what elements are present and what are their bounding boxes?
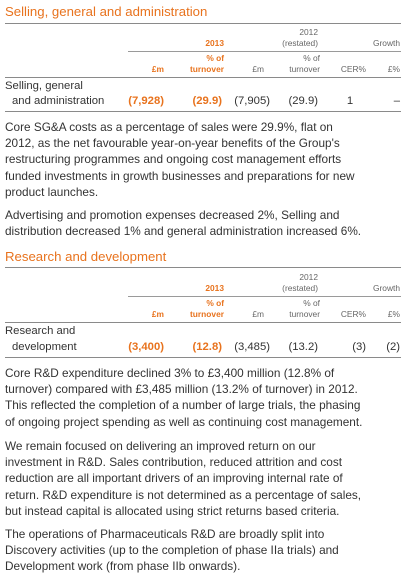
table-rule-rd (5, 322, 401, 323)
table-rule-sga (5, 77, 401, 78)
text-line: Development work (from phase IIb onwards). (5, 559, 241, 574)
heading-rule-sga (5, 23, 401, 24)
text-line: restructuring programmes and ongoing cost management efforts (5, 152, 342, 167)
text-line: funded investments in growth businesses and preparations for new (5, 168, 355, 183)
header-cer: CER% (340, 64, 366, 74)
header-pct-of-2012: % of (303, 53, 320, 63)
text-line: investment in R&D. Sales contribution, reduced attrition and cost (5, 455, 343, 470)
text-line: of ongoing project spending as well as continuing cost management. (5, 414, 363, 429)
text-line: Advertising and promotion expenses decreased 2%, Selling and (5, 208, 340, 222)
value-pct-2013: (29.9) (192, 95, 222, 107)
header-cer: CER% (340, 309, 366, 319)
value-gbp-2013: (7,928) (128, 95, 164, 107)
header-restated: (restated) (282, 283, 318, 293)
row-label-line2: and administration (12, 95, 105, 107)
header-2012: 2012 (299, 27, 318, 37)
table-bottom-rule-sga (5, 111, 401, 112)
header-turnover-2013: turnover (190, 309, 224, 319)
text-line: distribution decreased 1% and general administration increased 6%. (5, 224, 362, 239)
paragraph-sga-core (5, 119, 403, 200)
header-gbp-m-2013: £m (151, 309, 164, 319)
text-line: reduction are all important drivers of an improving internal rate of (5, 471, 343, 486)
text-line: product launches. (5, 184, 99, 199)
value-pct-2012: (29.9) (288, 95, 318, 107)
text-line: This reflected the completion of a number of large trials, the phasing (5, 398, 361, 413)
text-line: but instead capital is allocated using strict returns based criteria. (5, 503, 340, 518)
header-2013: 2013 (205, 38, 224, 48)
text-line: Discovery activities (up to the completion of phase IIa trials) and (5, 543, 339, 558)
value-pct-2013: (12.8) (192, 341, 222, 353)
header-pct-of-2013: % of (206, 298, 224, 308)
section-heading-sga: Selling, general and administration (5, 4, 208, 19)
value-gbp-2012: (3,485) (234, 341, 270, 353)
text-line: Core SG&A costs as a percentage of sales were 29.9%, flat on (5, 120, 333, 134)
header-gbp-m-2012: £m (252, 309, 264, 319)
value-gbp-pct: – (393, 95, 400, 107)
row-label-line1: Selling, general (5, 80, 83, 92)
row-label-line2: development (12, 341, 77, 353)
text-line: turnover) compared with £3,485 million (13.2% of turnover) in 2012. (5, 382, 358, 397)
paragraph-sga-advertising (5, 207, 403, 239)
header-growth: Growth (373, 283, 400, 293)
text-line: We remain focused on delivering an improved return on our (5, 439, 316, 453)
value-cer: (3) (352, 341, 366, 353)
paragraph-rd-operations (5, 526, 403, 575)
row-label-line1: Research and (5, 325, 76, 337)
header-turnover-2012: turnover (289, 309, 320, 319)
text-line: return. R&D expenditure is not determined as a percentage of sales, (5, 487, 362, 502)
paragraph-rd-expenditure (5, 365, 403, 430)
header-pct-of-2012: % of (303, 298, 320, 308)
header-2013: 2013 (205, 283, 224, 293)
header-turnover-2013: turnover (190, 64, 224, 74)
value-gbp-2013: (3,400) (128, 341, 164, 353)
heading-rule-rd (5, 267, 401, 268)
value-gbp-2012: (7,905) (234, 95, 270, 107)
header-gbp-pct: £% (387, 309, 400, 319)
text-line: Core R&D expenditure declined 3% to £3,400 million (12.8% of (5, 366, 335, 380)
header-gbp-pct: £% (387, 64, 400, 74)
text-line: The operations of Pharmaceuticals R&D are broadly split into (5, 527, 325, 541)
subheader-rule-sga (128, 51, 401, 52)
header-gbp-m-2013: £m (151, 64, 164, 74)
header-2012: 2012 (299, 272, 318, 282)
subheader-rule-rd (128, 296, 401, 297)
header-pct-of-2013: % of (206, 53, 224, 63)
value-pct-2012: (13.2) (288, 341, 318, 353)
header-gbp-m-2012: £m (252, 64, 264, 74)
text-line: 2012, as the net favourable year-on-year benefits of the Group's (5, 136, 340, 151)
paragraph-rd-return (5, 438, 403, 519)
header-restated: (restated) (282, 38, 318, 48)
header-turnover-2012: turnover (289, 64, 320, 74)
value-gbp-pct: (2) (386, 341, 400, 353)
header-growth: Growth (373, 38, 400, 48)
value-cer: 1 (346, 95, 354, 107)
section-heading-rd: Research and development (5, 249, 167, 264)
table-bottom-rule-rd (5, 357, 401, 358)
